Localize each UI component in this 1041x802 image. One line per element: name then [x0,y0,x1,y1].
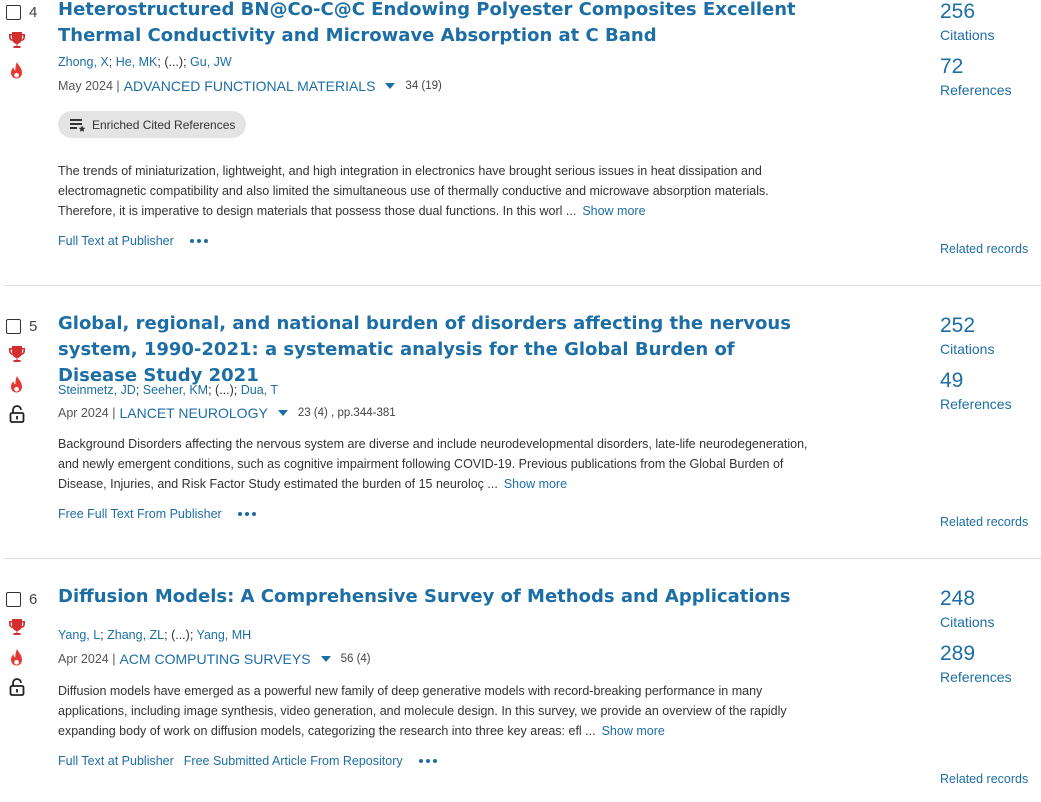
journal-link[interactable]: ADVANCED FUNCTIONAL MATERIALS [123,78,376,94]
free-full-text-link[interactable]: Free Full Text From Publisher [58,507,222,521]
highly-cited-trophy-icon [7,343,27,365]
highly-cited-trophy-icon [7,616,27,638]
full-text-links [58,507,256,521]
free-submitted-article-link[interactable]: Free Submitted Article From Repository [183,754,403,768]
pub-date: Apr 2024 [58,406,109,420]
citation-count[interactable]: 252 [940,314,976,337]
author-link[interactable]: He, MK [115,55,158,69]
more-options-icon[interactable] [238,512,256,516]
authors-ellipsis[interactable]: (...) [215,383,234,397]
references-label[interactable]: References [940,669,1012,685]
more-options-icon[interactable] [190,239,208,243]
abstract-text: Diffusion models have emerged as a powerful new family of deep generative models with record-breaking performance in many applications, including image synthesis, video generation, and molecule design. In this survey, we provide an overview of the rapidly expanding body of work on diffusion models, categorizing the research into three key areas: efl ... [58,684,787,738]
journal-link[interactable]: LANCET NEUROLOGY [119,405,268,421]
record-title[interactable]: Diffusion Models: A Comprehensive Survey of Methods and Applications [58,586,791,607]
record-number: 5 [29,317,38,335]
author-link[interactable]: Zhang, ZL [107,628,165,642]
highly-cited-trophy-icon [7,29,27,51]
citation-count[interactable]: 248 [940,587,976,610]
citation-count[interactable]: 256 [940,0,976,23]
abstract [58,434,818,494]
authors-ellipsis[interactable]: (...) [164,55,184,69]
authors-ellipsis[interactable]: (...) [171,628,190,642]
author-list: Yang, L; Zhang, ZL; (...); Yang, MH [58,628,252,642]
author-list: Zhong, X; He, MK; (...); Gu, JW [58,55,232,69]
pub-date: Apr 2024 [58,652,109,666]
record-checkbox[interactable] [6,319,21,334]
references-label[interactable]: References [940,82,1012,98]
record-number: 4 [29,3,38,21]
record-title[interactable]: Heterostructured BN@Co-C@C Endowing Polyester Composites Excellent Thermal Conductivity and Microwave Absorption at C Band [58,0,796,46]
author-link[interactable]: Gu, JW [190,55,232,69]
reference-count[interactable]: 289 [940,642,976,665]
open-access-lock-icon [7,676,27,698]
source-line: Apr 2024 | ACM COMPUTING SURVEYS 56 (4) [58,651,371,667]
hot-paper-flame-icon [7,648,27,670]
full-text-publisher-link[interactable]: Full Text at Publisher [58,754,174,768]
hot-paper-flame-icon [7,61,27,83]
related-records-link[interactable]: Related records [940,772,1029,786]
reference-count[interactable]: 49 [940,369,964,392]
record-checkbox[interactable] [6,5,21,20]
record-number: 6 [29,590,38,608]
related-records-link[interactable]: Related records [940,242,1029,256]
volume-issue: 56 (4) [340,653,371,665]
reference-count[interactable]: 72 [940,55,964,78]
citations-label[interactable]: Citations [940,614,995,630]
author-link[interactable]: Zhong, X [58,55,109,69]
author-link[interactable]: Seeher, KM [142,383,209,397]
volume-issue: 34 (19) [405,80,442,92]
references-label[interactable]: References [940,396,1012,412]
volume-issue: 23 (4) , pp.344-381 [297,407,396,419]
record-divider [4,558,1041,559]
record-divider [4,285,1041,286]
source-line: Apr 2024 | LANCET NEUROLOGY 23 (4) , pp.344-381 [58,405,396,421]
more-options-icon[interactable] [419,759,437,763]
record-title[interactable]: Global, regional, and national burden of disorders affecting the nervous system, 1990-2021: a systematic analysis for the Global Burden of Disease Study 2021 [58,313,791,386]
list-star-icon [70,118,86,132]
author-link[interactable]: Dua, T [240,383,279,397]
hot-paper-flame-icon [7,375,27,397]
abstract-text: The trends of miniaturization, lightweight, and high integration in electronics have brought serious issues in heat dissipation and electromagnetic compatibility and also limited the simultaneous use of thermally conductive and microwave absorption materials. Therefore, it is imperative to design materials that possess those dual functions. In this worl ... [58,164,769,218]
journal-dropdown-icon[interactable] [321,656,331,662]
show-more-link[interactable]: Show more [503,477,568,491]
abstract [58,161,818,221]
journal-dropdown-icon[interactable] [278,410,288,416]
show-more-link[interactable]: Show more [601,724,665,738]
pub-date: May 2024 [58,79,113,93]
full-text-links [58,234,208,248]
abstract-text: Background Disorders affecting the nervous system are diverse and include neurodevelopmental disorders, late-life neurodegeneration, and newly emergent conditions, such as cognitive impairment following COVID-19. Previous publications from the Global Burden of Disease, Injuries, and Risk Factor Study estimated the burden of 15 neuroloç ... [58,437,808,491]
author-link[interactable]: Steinmetz, JD [58,383,136,397]
show-more-link[interactable]: Show more [582,204,646,218]
journal-link[interactable]: ACM COMPUTING SURVEYS [119,651,311,667]
open-access-lock-icon [7,403,27,425]
record-checkbox[interactable] [6,592,21,607]
full-text-links [58,754,437,768]
citations-label[interactable]: Citations [940,341,995,357]
author-link[interactable]: Yang, MH [196,628,252,642]
source-line: May 2024 | ADVANCED FUNCTIONAL MATERIALS 34 (19) [58,78,442,94]
abstract [58,681,818,741]
enriched-label: Enriched Cited References [92,117,236,132]
citations-label[interactable]: Citations [940,27,995,43]
journal-dropdown-icon[interactable] [385,83,395,89]
author-list: Steinmetz, JD; Seeher, KM; (...); Dua, T [58,383,279,397]
author-link[interactable]: Yang, L [58,628,101,642]
full-text-publisher-link[interactable]: Full Text at Publisher [58,234,174,248]
enriched-cited-references-badge[interactable] [58,111,246,138]
related-records-link[interactable]: Related records [940,515,1029,529]
